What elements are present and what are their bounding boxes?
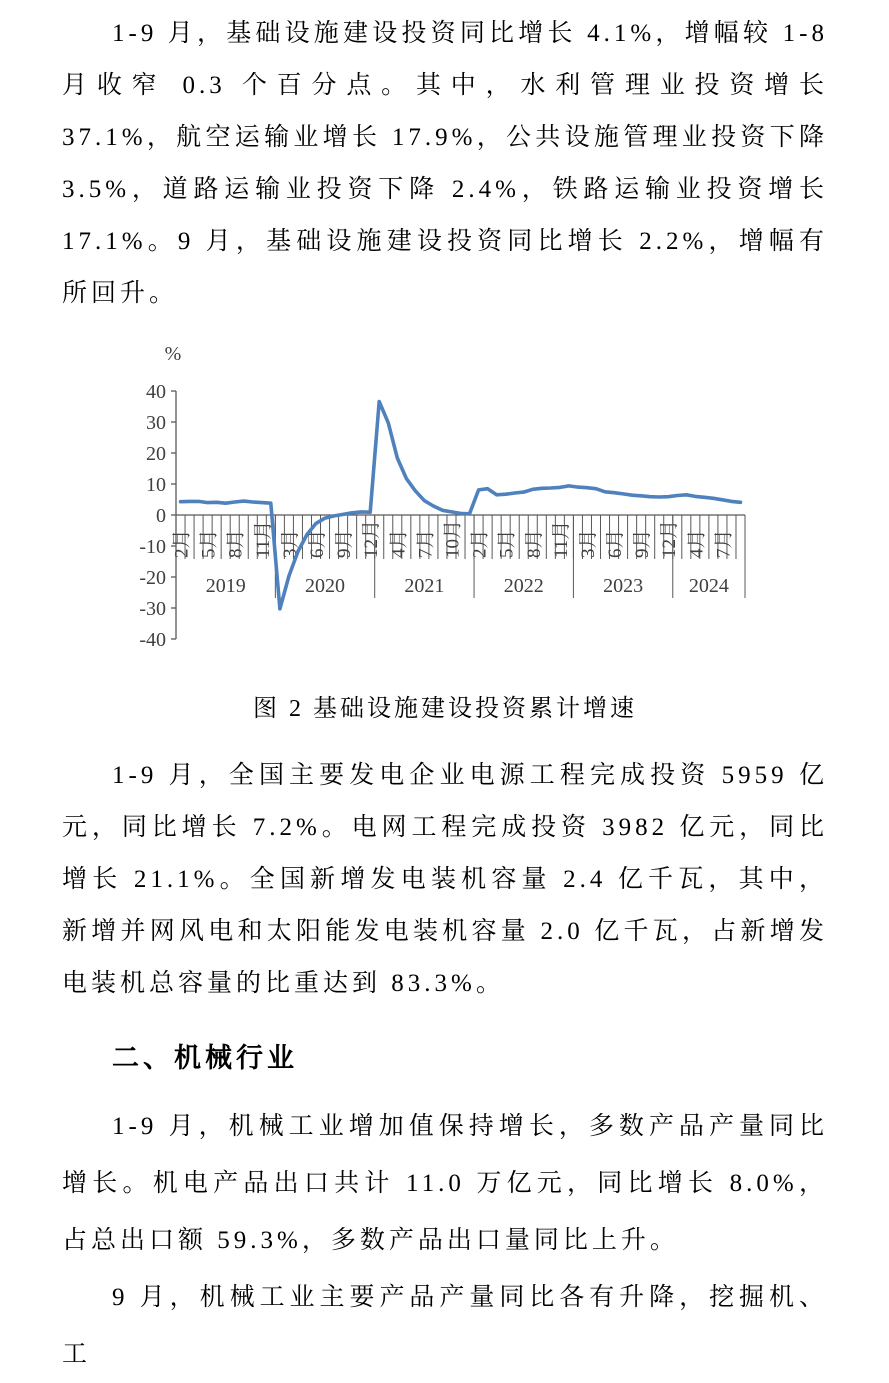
svg-text:10: 10 — [146, 474, 166, 496]
section-heading-machinery: 二、机械行业 — [112, 1043, 298, 1073]
svg-text:4月: 4月 — [388, 529, 410, 558]
svg-text:7月: 7月 — [415, 529, 437, 558]
svg-text:11月: 11月 — [550, 520, 572, 558]
svg-text:40: 40 — [146, 381, 166, 403]
svg-text:%: % — [164, 343, 182, 365]
figure2-caption: 图 2 基础设施建设投资累计增速 — [253, 696, 637, 722]
svg-text:6月: 6月 — [307, 529, 328, 558]
svg-text:-20: -20 — [139, 567, 166, 589]
svg-text:6月: 6月 — [605, 529, 627, 558]
paragraph-infrastructure-investment: 1-9 月，基础设施建设投资同比增长 4.1%，增幅较 1-8 月收窄 0.3 个百分点。其中，水利管理业投资增长 37.1%，航空运输业增长 17.9%，公共设施管理业投资下降 3.5%，道路运输业投资下降 2.4%，铁路运输业投资增长 17.1%。9 月，基础设施建设投资同比增长 2.2%，增幅有所回升。 — [62, 20, 828, 307]
svg-text:2021: 2021 — [404, 575, 445, 597]
svg-text:-30: -30 — [139, 598, 166, 620]
svg-text:8月: 8月 — [523, 529, 545, 558]
paragraph-machinery-overview: 1-9 月，机械工业增加值保持增长，多数产品产量同比增长。机电产品出口共计 11.0 万亿元，同比增长 8.0%，占总出口额 59.3%，多数产品出口量同比上升。 — [62, 1113, 828, 1254]
svg-text:20: 20 — [146, 443, 166, 465]
svg-text:12月: 12月 — [659, 519, 681, 558]
svg-text:2023: 2023 — [603, 575, 644, 597]
svg-text:2019: 2019 — [205, 575, 246, 597]
svg-text:5月: 5月 — [198, 529, 220, 558]
svg-text:12月: 12月 — [361, 519, 383, 558]
svg-text:-10: -10 — [139, 536, 166, 558]
svg-text:4月: 4月 — [686, 529, 708, 558]
svg-text:3月: 3月 — [578, 529, 599, 558]
svg-text:10月: 10月 — [442, 519, 464, 558]
svg-text:9月: 9月 — [334, 529, 356, 558]
svg-text:2022: 2022 — [503, 575, 544, 597]
svg-text:11月: 11月 — [252, 520, 274, 558]
svg-text:5月: 5月 — [496, 529, 518, 558]
svg-text:30: 30 — [146, 412, 166, 434]
svg-text:7月: 7月 — [713, 529, 735, 558]
svg-text:2024: 2024 — [688, 575, 729, 597]
svg-text:9月: 9月 — [632, 529, 654, 558]
svg-text:0: 0 — [156, 505, 166, 527]
figure2-line-chart-svg — [130, 336, 802, 672]
svg-text:8月: 8月 — [225, 529, 247, 558]
cumulative-growth-line — [181, 402, 741, 609]
svg-text:-40: -40 — [139, 629, 166, 651]
svg-text:2020: 2020 — [305, 575, 345, 597]
paragraph-power-investment: 1-9 月，全国主要发电企业电源工程完成投资 5959 亿元，同比增长 7.2%。电网工程完成投资 3982 亿元，同比增长 21.1%。全国新增发电装机容量 2.4 亿千瓦，其中，新增并网风电和太阳能发电装机容量 2.0 亿千瓦，占新增发电装机总容量的比重达到 83.3%。 — [62, 762, 828, 997]
paragraph-machinery-september: 9 月，机械工业主要产品产量同比各有升降，挖掘机、工 — [62, 1284, 828, 1368]
figure2-line-chart — [130, 336, 802, 672]
svg-text:2月: 2月 — [171, 529, 193, 558]
svg-text:2月: 2月 — [469, 529, 491, 558]
svg-text:3月: 3月 — [279, 529, 301, 558]
